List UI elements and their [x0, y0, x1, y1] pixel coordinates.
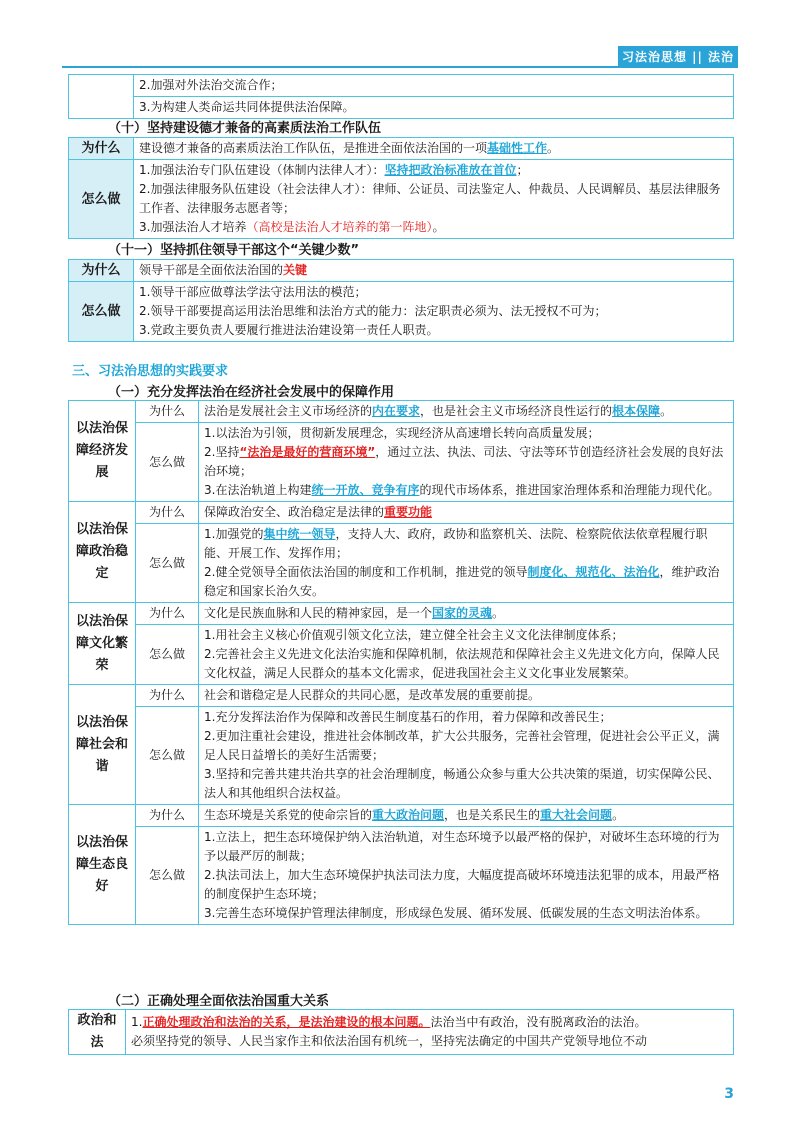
section-heading-11: （十一）坚持抓住领导干部这个“关键少数”	[108, 243, 360, 258]
relation-text: 1.正确处理政治和法治的关系，是法治建设的根本问题。法治当中有政治，没有脱离政治的法治。 必须坚持党的领导、人民当家作主和依法治国有机统一，坚持宪法确定的中国共产党领导地位不动	[126, 1010, 734, 1055]
why-label: 为什么	[136, 603, 199, 625]
how-text: 1.以法治为引领，贯彻新发展理念，实现经济从高速增长转向高质量发展； 2.坚持“法治是最好的营商环境”，通过立法、执法、司法、守法等环节创造经济社会发展的良好法治环境； 3.在法治轨道上构建统一开放、竞争有序的现代市场体系，推进国家治理体系和治理能力现代化。	[199, 423, 734, 502]
how-text: 1.立法上，把生态环境保护纳入法治轨道，对生态环境予以最严格的保护，对破坏生态环境的行为予以最严厉的制裁； 2.执法司法上，加大生态环境保护执法司法力度，大幅度提高破坏环境违法犯罪的成本，用最严格的制度保护生态环境； 3.完善生态环境保护管理法律制度，形成绿色发展、循环发展、低碳发展的生态文明法治体系。	[199, 827, 734, 925]
table-section-10	[68, 137, 734, 239]
table-row: 2.加强对外法治交流合作；	[134, 75, 734, 97]
header-rule	[62, 66, 738, 68]
how-label: 怎么做	[69, 160, 134, 239]
how-text: 1.领导干部应做尊法学法守法用法的模范； 2.领导干部要提高运用法治思维和法治方式的能力：法定职责必须为、法无授权不可为； 3.党政主要负责人要履行推进法治建设第一责任人职责。	[134, 282, 734, 342]
how-text: 1.加强党的集中统一领导，支持人大、政府，政协和监察机关、法院、检察院依法依章程履行职能、开展工作、发挥作用； 2.健全党领导全面依法治国的制度和工作机制，推进党的领导制度化、规范化、法治化，维护政治稳定和国家长治久安。	[199, 524, 734, 603]
how-text: 1.充分发挥法治作为保障和改善民生制度基石的作用，着力保障和改善民生； 2.更加注重社会建设，推进社会体制改革，扩大公共服务，完善社会管理，促进社会公平正义，满足人民日益增长的美好生活需要； 3.坚持和完善共建共治共享的社会治理制度，畅通公众参与重大公共决策的渠道，切实保障公民、法人和其他组织合法权益。	[199, 707, 734, 805]
why-text: 保障政治安全、政治稳定是法律的重要功能	[199, 502, 734, 524]
table-practice-requirements	[68, 400, 734, 925]
why-label: 为什么	[69, 260, 134, 282]
why-text: 文化是民族血脉和人民的精神家园，是一个国家的灵魂。	[199, 603, 734, 625]
how-label: 怎么做	[136, 423, 199, 502]
category-culture: 以法治保障文化繁荣	[69, 603, 136, 685]
why-label: 为什么	[136, 805, 199, 827]
how-label: 怎么做	[136, 707, 199, 805]
category-ecology: 以法治保障生态良好	[69, 805, 136, 925]
table-top-continuation	[68, 74, 734, 119]
section-heading-10: （十）坚持建设德才兼备的高素质法治工作队伍	[108, 121, 382, 136]
why-text: 领导干部是全面依法治国的关键	[134, 260, 734, 282]
header-tag: 习法治思想 || 法治	[618, 46, 738, 66]
part3-heading: 三、习法治思想的实践要求	[72, 364, 229, 379]
why-text: 建设德才兼备的高素质法治工作队伍，是推进全面依法治国的一项基础性工作。	[134, 138, 734, 160]
why-label: 为什么	[136, 685, 199, 707]
empty-label-cell	[69, 97, 134, 119]
table-section-11	[68, 259, 734, 342]
how-label: 怎么做	[136, 524, 199, 603]
how-label: 怎么做	[136, 827, 199, 925]
how-label: 怎么做	[69, 282, 134, 342]
category-politics: 以法治保障政治稳定	[69, 502, 136, 603]
subsection-heading-1: （一）充分发挥法治在经济社会发展中的保障作用	[108, 385, 395, 400]
table-major-relations	[68, 1009, 734, 1055]
how-text: 1.用社会主义核心价值观引领文化立法，建立健全社会主义文化法律制度体系； 2.完善社会主义先进文化法治实施和保障机制，依法规范和保障社会主义先进文化方向，保障人民文化权益，满足人民群众的基本文化需求，促进我国社会主义文化事业发展繁荣。	[199, 625, 734, 685]
category-economy: 以法治保障经济发展	[69, 401, 136, 502]
category-society: 以法治保障社会和谐	[69, 685, 136, 805]
page-number: 3	[724, 1086, 734, 1102]
empty-label-cell	[69, 75, 134, 97]
why-text: 法治是发展社会主义市场经济的内在要求，也是社会主义市场经济良性运行的根本保障。	[199, 401, 734, 423]
why-text: 社会和谐稳定是人民群众的共同心愿，是改革发展的重要前提。	[199, 685, 734, 707]
how-label: 怎么做	[136, 625, 199, 685]
how-text: 1.加强法治专门队伍建设（体制内法律人才）：坚持把政治标准放在首位； 2.加强法律服务队伍建设（社会法律人才）：律师、公证员、司法鉴定人、仲裁员、人民调解员、基层法律服务工作者、法律服务志愿者等； 3.加强法治人才培养（高校是法治人才培养的第一阵地）。	[134, 160, 734, 239]
why-label: 为什么	[69, 138, 134, 160]
table-row: 3.为构建人类命运共同体提供法治保障。	[134, 97, 734, 119]
why-label: 为什么	[136, 502, 199, 524]
subsection-heading-2: （二）正确处理全面依法治国重大关系	[108, 994, 330, 1009]
category-politics-law: 政治和法	[69, 1010, 126, 1055]
why-label: 为什么	[136, 401, 199, 423]
why-text: 生态环境是关系党的使命宗旨的重大政治问题，也是关系民生的重大社会问题。	[199, 805, 734, 827]
